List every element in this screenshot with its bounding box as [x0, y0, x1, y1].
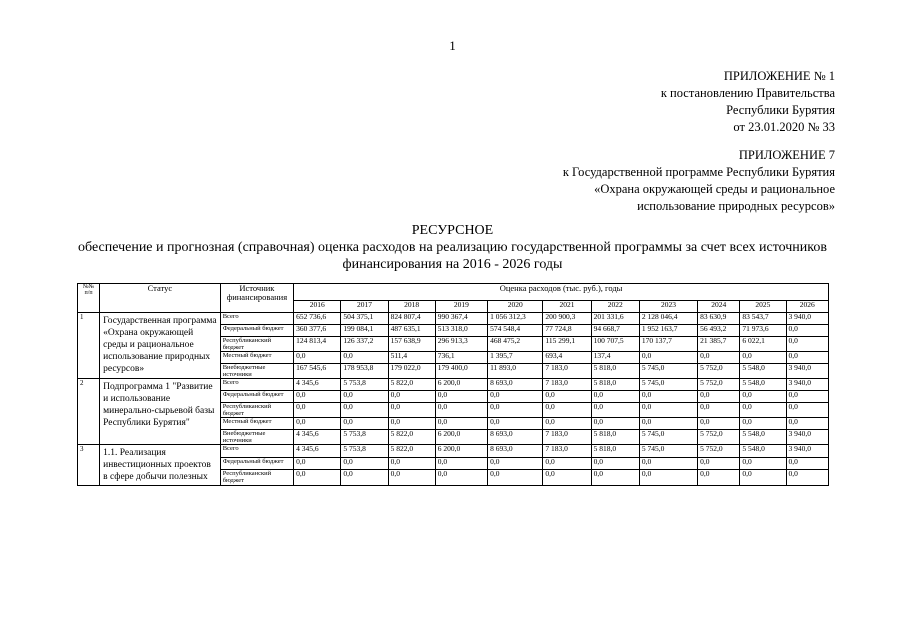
value-cell: 0,0 — [488, 418, 543, 430]
value-cell: 0,0 — [740, 352, 786, 364]
value-cell: 5 548,0 — [740, 430, 786, 445]
value-cell: 170 137,7 — [639, 337, 697, 352]
value-cell: 0,0 — [639, 391, 697, 403]
value-cell: 71 973,6 — [740, 325, 786, 337]
value-cell: 0,0 — [698, 418, 740, 430]
header-year: 2020 — [488, 301, 543, 313]
row-number: 1 — [78, 313, 100, 379]
source-cell: Местный бюджет — [220, 418, 293, 430]
value-cell: 3 940,0 — [786, 379, 828, 391]
page-number: 1 — [449, 38, 456, 53]
value-cell: 574 548,4 — [488, 325, 543, 337]
value-cell: 5 753,8 — [341, 379, 388, 391]
value-cell: 167 545,6 — [294, 364, 341, 379]
value-cell: 4 345,6 — [294, 445, 341, 458]
source-cell: Всего — [220, 313, 293, 325]
value-cell: 3 940,0 — [786, 445, 828, 458]
value-cell: 157 638,9 — [388, 337, 435, 352]
appendix-1-block — [661, 68, 835, 136]
value-cell: 5 752,0 — [698, 379, 740, 391]
value-cell: 56 493,2 — [698, 325, 740, 337]
header-year: 2023 — [639, 301, 697, 313]
value-cell: 124 813,4 — [294, 337, 341, 352]
value-cell: 0,0 — [341, 457, 388, 470]
value-cell: 5 818,0 — [591, 379, 639, 391]
value-cell: 0,0 — [698, 391, 740, 403]
value-cell: 0,0 — [388, 403, 435, 418]
value-cell: 0,0 — [740, 457, 786, 470]
value-cell: 3 940,0 — [786, 430, 828, 445]
value-cell: 0,0 — [488, 391, 543, 403]
header-source: Источник финансирования — [220, 284, 293, 313]
value-cell: 5 822,0 — [388, 379, 435, 391]
value-cell: 3 940,0 — [786, 313, 828, 325]
value-cell: 3 940,0 — [786, 364, 828, 379]
header-status: Статус — [100, 284, 221, 313]
value-cell: 0,0 — [435, 457, 487, 470]
value-cell: 5 752,0 — [698, 430, 740, 445]
value-cell: 360 377,6 — [294, 325, 341, 337]
appendix-7-block — [563, 147, 835, 215]
value-cell: 5 753,8 — [341, 445, 388, 458]
value-cell: 0,0 — [591, 403, 639, 418]
value-cell: 0,0 — [341, 403, 388, 418]
value-cell: 126 337,2 — [341, 337, 388, 352]
appendix-7-line: к Государственной программе Республики Бурятия — [562, 165, 835, 179]
table-row — [78, 313, 829, 325]
value-cell: 7 183,0 — [543, 445, 591, 458]
value-cell: 0,0 — [786, 457, 828, 470]
value-cell: 504 375,1 — [341, 313, 388, 325]
value-cell: 5 753,8 — [341, 430, 388, 445]
value-cell: 0,0 — [698, 470, 740, 486]
value-cell: 4 345,6 — [294, 379, 341, 391]
status-cell: 1.1. Реализация инвестиционных проектов в сфере добычи полезных — [100, 445, 221, 486]
value-cell: 0,0 — [388, 418, 435, 430]
value-cell: 21 385,7 — [698, 337, 740, 352]
appendix-7-line: использование природных ресурсов» — [637, 199, 835, 213]
value-cell: 200 900,3 — [543, 313, 591, 325]
source-cell: Республиканский бюджет — [220, 470, 293, 486]
value-cell: 0,0 — [543, 470, 591, 486]
appendix-7-line: ПРИЛОЖЕНИЕ 7 — [738, 148, 835, 162]
value-cell: 0,0 — [786, 391, 828, 403]
value-cell: 5 818,0 — [591, 445, 639, 458]
value-cell: 0,0 — [740, 470, 786, 486]
value-cell: 0,0 — [435, 418, 487, 430]
appendix-1-line: Республики Бурятия — [726, 103, 835, 117]
value-cell: 0,0 — [294, 470, 341, 486]
table-row — [78, 379, 829, 391]
value-cell: 1 395,7 — [488, 352, 543, 364]
value-cell: 0,0 — [786, 470, 828, 486]
header-num: №№ п/п — [78, 284, 100, 313]
title-heading: РЕСУРСНОЕ — [411, 223, 494, 238]
value-cell: 100 707,5 — [591, 337, 639, 352]
value-cell: 5 745,0 — [639, 364, 697, 379]
value-cell: 5 752,0 — [698, 364, 740, 379]
value-cell: 0,0 — [341, 391, 388, 403]
value-cell: 5 745,0 — [639, 445, 697, 458]
source-cell: Республиканский бюджет — [220, 403, 293, 418]
table-row — [78, 445, 829, 458]
document-title — [0, 222, 905, 273]
header-estimate: Оценка расходов (тыс. руб.), годы — [294, 284, 829, 301]
value-cell: 0,0 — [294, 403, 341, 418]
value-cell: 0,0 — [543, 403, 591, 418]
header-year: 2019 — [435, 301, 487, 313]
value-cell: 0,0 — [740, 418, 786, 430]
value-cell: 0,0 — [543, 391, 591, 403]
header-year: 2022 — [591, 301, 639, 313]
value-cell: 8 693,0 — [488, 379, 543, 391]
value-cell: 0,0 — [786, 325, 828, 337]
value-cell: 179 022,0 — [388, 364, 435, 379]
value-cell: 7 183,0 — [543, 430, 591, 445]
value-cell: 6 200,0 — [435, 430, 487, 445]
value-cell: 0,0 — [786, 418, 828, 430]
value-cell: 0,0 — [591, 470, 639, 486]
value-cell: 5 548,0 — [740, 364, 786, 379]
value-cell: 1 952 163,7 — [639, 325, 697, 337]
source-cell: Внебюджетные источники — [220, 364, 293, 379]
value-cell: 693,4 — [543, 352, 591, 364]
value-cell: 487 635,1 — [388, 325, 435, 337]
value-cell: 824 807,4 — [388, 313, 435, 325]
value-cell: 0,0 — [591, 391, 639, 403]
value-cell: 2 128 046,4 — [639, 313, 697, 325]
value-cell: 513 318,0 — [435, 325, 487, 337]
value-cell: 511,4 — [388, 352, 435, 364]
value-cell: 0,0 — [388, 470, 435, 486]
value-cell: 5 818,0 — [591, 430, 639, 445]
value-cell: 0,0 — [786, 337, 828, 352]
value-cell: 0,0 — [294, 391, 341, 403]
value-cell: 0,0 — [639, 403, 697, 418]
source-cell: Внебюджетные источники — [220, 430, 293, 445]
value-cell: 5 548,0 — [740, 445, 786, 458]
value-cell: 0,0 — [435, 391, 487, 403]
header-year: 2024 — [698, 301, 740, 313]
table-body — [78, 313, 829, 486]
value-cell: 990 367,4 — [435, 313, 487, 325]
value-cell: 0,0 — [543, 457, 591, 470]
value-cell: 652 736,6 — [294, 313, 341, 325]
appendix-1-line: от 23.01.2020 № 33 — [733, 120, 835, 134]
value-cell: 5 822,0 — [388, 430, 435, 445]
appendix-1-line: к постановлению Правительства — [660, 86, 835, 100]
source-cell: Всего — [220, 445, 293, 458]
value-cell: 0,0 — [639, 470, 697, 486]
value-cell: 296 913,3 — [435, 337, 487, 352]
source-cell: Республиканский бюджет — [220, 337, 293, 352]
value-cell: 468 475,2 — [488, 337, 543, 352]
value-cell: 5 752,0 — [698, 445, 740, 458]
value-cell: 1 056 312,3 — [488, 313, 543, 325]
status-cell: Государственная программа «Охрана окружающей среды и рациональное использование природных ресурсов» — [100, 313, 221, 379]
value-cell: 6 200,0 — [435, 379, 487, 391]
value-cell: 5 745,0 — [639, 379, 697, 391]
value-cell: 0,0 — [591, 457, 639, 470]
value-cell: 115 299,1 — [543, 337, 591, 352]
value-cell: 0,0 — [639, 352, 697, 364]
value-cell: 178 953,8 — [341, 364, 388, 379]
header-year: 2025 — [740, 301, 786, 313]
value-cell: 83 543,7 — [740, 313, 786, 325]
value-cell: 5 822,0 — [388, 445, 435, 458]
status-cell: Подпрограмма 1 "Развитие и использование минерально-сырьевой базы Республики Бурятия" — [100, 379, 221, 445]
title-subheading: обеспечение и прогнозная (справочная) оценка расходов на реализацию государственной программы за счет всех источников финансирования на 2016 - 2026 годы — [78, 240, 827, 272]
header-year: 2017 — [341, 301, 388, 313]
value-cell: 6 200,0 — [435, 445, 487, 458]
row-number: 2 — [78, 379, 100, 445]
value-cell: 0,0 — [341, 352, 388, 364]
value-cell: 0,0 — [435, 470, 487, 486]
value-cell: 0,0 — [740, 391, 786, 403]
value-cell: 201 331,6 — [591, 313, 639, 325]
value-cell: 0,0 — [388, 457, 435, 470]
value-cell: 0,0 — [388, 391, 435, 403]
value-cell: 736,1 — [435, 352, 487, 364]
source-cell: Федеральный бюджет — [220, 391, 293, 403]
value-cell: 0,0 — [341, 418, 388, 430]
value-cell: 179 400,0 — [435, 364, 487, 379]
value-cell: 0,0 — [786, 352, 828, 364]
value-cell: 0,0 — [591, 418, 639, 430]
value-cell: 0,0 — [543, 418, 591, 430]
value-cell: 0,0 — [786, 403, 828, 418]
source-cell: Федеральный бюджет — [220, 325, 293, 337]
value-cell: 0,0 — [435, 403, 487, 418]
source-cell: Местный бюджет — [220, 352, 293, 364]
value-cell: 0,0 — [488, 403, 543, 418]
value-cell: 0,0 — [698, 457, 740, 470]
value-cell: 5 745,0 — [639, 430, 697, 445]
value-cell: 0,0 — [341, 470, 388, 486]
value-cell: 4 345,6 — [294, 430, 341, 445]
appendix-7-line: «Охрана окружающей среды и рациональное — [594, 182, 835, 196]
value-cell: 0,0 — [294, 352, 341, 364]
value-cell: 0,0 — [294, 418, 341, 430]
value-cell: 0,0 — [639, 418, 697, 430]
value-cell: 0,0 — [488, 470, 543, 486]
source-cell: Всего — [220, 379, 293, 391]
value-cell: 0,0 — [294, 457, 341, 470]
value-cell: 83 630,9 — [698, 313, 740, 325]
header-year: 2018 — [388, 301, 435, 313]
source-cell: Федеральный бюджет — [220, 457, 293, 470]
value-cell: 199 084,1 — [341, 325, 388, 337]
value-cell: 5 818,0 — [591, 364, 639, 379]
value-cell: 7 183,0 — [543, 364, 591, 379]
value-cell: 8 693,0 — [488, 445, 543, 458]
resources-table — [77, 283, 829, 486]
value-cell: 5 548,0 — [740, 379, 786, 391]
value-cell: 0,0 — [698, 352, 740, 364]
value-cell: 0,0 — [740, 403, 786, 418]
row-number: 3 — [78, 445, 100, 486]
value-cell: 6 022,1 — [740, 337, 786, 352]
value-cell: 137,4 — [591, 352, 639, 364]
value-cell: 77 724,8 — [543, 325, 591, 337]
header-year: 2016 — [294, 301, 341, 313]
header-year: 2026 — [786, 301, 828, 313]
value-cell: 0,0 — [698, 403, 740, 418]
value-cell: 0,0 — [488, 457, 543, 470]
header-year: 2021 — [543, 301, 591, 313]
value-cell: 11 893,0 — [488, 364, 543, 379]
value-cell: 94 668,7 — [591, 325, 639, 337]
appendix-1-line: ПРИЛОЖЕНИЕ № 1 — [723, 69, 835, 83]
value-cell: 7 183,0 — [543, 379, 591, 391]
value-cell: 8 693,0 — [488, 430, 543, 445]
value-cell: 0,0 — [639, 457, 697, 470]
